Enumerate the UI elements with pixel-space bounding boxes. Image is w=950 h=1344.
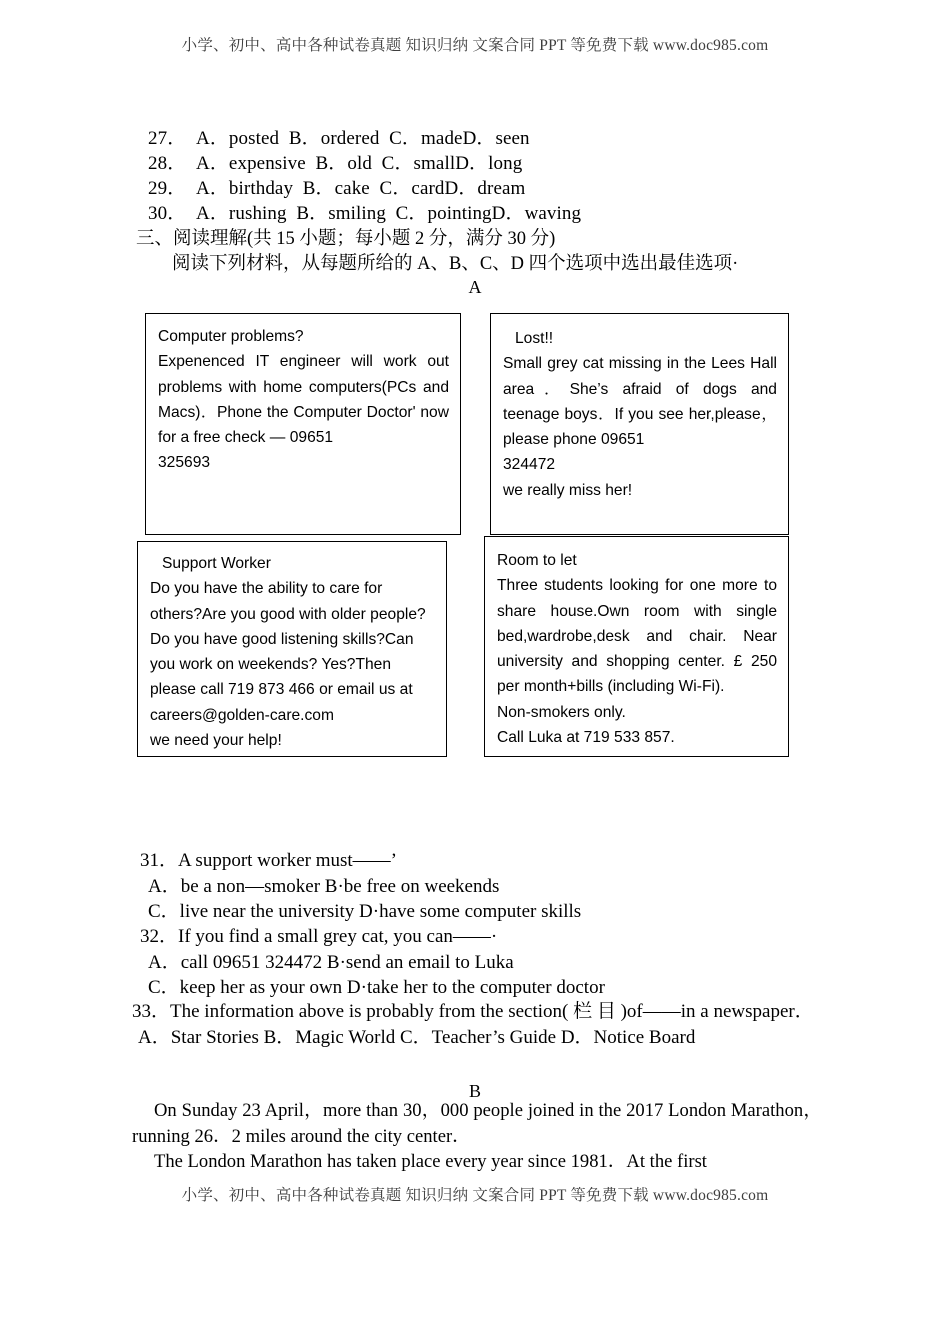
- advert-computer-body: Expenenced IT engineer will work out problems with home computers(PCs and Macs)．Phone the Computer Doctor' now for a free check — 09651: [158, 353, 449, 447]
- question-31: [140, 848, 870, 925]
- advert-lost-closing: we really miss her!: [503, 481, 633, 499]
- cloze-options-list: [148, 126, 848, 226]
- question-32-options-ab[interactable]: A．call 09651 324472 B·send an email to Luka: [148, 951, 514, 973]
- advert-room-contact: Call Luka at 719 533 857.: [497, 729, 675, 747]
- advert-lost-title: Lost!!: [515, 330, 554, 347]
- advert-room-body: Three students looking for one more to share house.Own room with single bed,wardrobe,desk and chair. Near university and shopping center. £ 250 per month+bills (including Wi-Fi).: [497, 577, 777, 696]
- cloze-choice-a[interactable]: A．birthday: [196, 178, 294, 199]
- advert-lost-phone: 324472: [503, 456, 556, 474]
- question-33: [132, 999, 832, 1050]
- advert-support-title: Support Worker: [162, 555, 271, 572]
- question-31-options-cd[interactable]: C．live near the university D·have some computer skills: [148, 901, 582, 922]
- question-32-stem: 32．If you find a small grey cat, you can——·: [140, 926, 498, 947]
- advert-computer-problems: [145, 313, 461, 535]
- question-33-stem: 33．The information above is probably from the section( 栏 目 )of——in a newspaper．: [132, 1001, 814, 1022]
- cloze-choice-b[interactable]: B．ordered: [288, 128, 380, 149]
- passage-b-text: [132, 1098, 822, 1175]
- cloze-choice-a[interactable]: A．posted: [196, 128, 280, 149]
- cloze-choice-c[interactable]: C．card: [379, 178, 445, 199]
- question-33-options[interactable]: A．Star Stories B．Magic World C．Teacher’s Guide D．Notice Board: [138, 1026, 696, 1048]
- advert-lost-cat: [490, 313, 789, 535]
- advert-lost-body: Small grey cat missing in the Lees Hall area．She’s afraid of dogs and teenage boys．If you see her,please，please phone 09651: [503, 355, 777, 449]
- cloze-choice-a[interactable]: A．expensive: [196, 153, 306, 174]
- advert-support-worker: [137, 541, 447, 757]
- watermark-footer: 小学、初中、高中各种试卷真题 知识归纳 文案合同 PPT 等免费下载 www.doc985.com: [181, 1187, 769, 1204]
- advert-room-smoking: Non-smokers only.: [497, 703, 626, 721]
- cloze-choice-a[interactable]: A．rushing: [196, 203, 287, 224]
- cloze-choice-d[interactable]: D．long: [455, 153, 523, 174]
- cloze-choice-b[interactable]: B．cake: [302, 178, 370, 199]
- cloze-choice-c[interactable]: C．small: [381, 153, 456, 174]
- cloze-choice-b[interactable]: B．old: [315, 153, 372, 174]
- cloze-number: 30．: [148, 203, 187, 224]
- question-32-options-cd[interactable]: C．keep her as your own D·take her to the computer doctor: [148, 977, 605, 998]
- passage-label-a: A: [468, 277, 482, 297]
- passage-label-b: B: [468, 1081, 481, 1101]
- cloze-choice-c[interactable]: C．made: [389, 128, 463, 149]
- cloze-choice-d[interactable]: D．seen: [462, 128, 530, 149]
- advert-computer-phone: 325693: [158, 454, 211, 472]
- advert-room-title: Room to let: [497, 552, 577, 569]
- question-32: [140, 924, 870, 1001]
- cloze-number: 28．: [148, 153, 187, 174]
- cloze-number: 29．: [148, 178, 187, 199]
- cloze-option-row: [148, 201, 848, 226]
- cloze-number: 27．: [148, 128, 187, 149]
- cloze-choice-c[interactable]: C．pointing: [395, 203, 492, 224]
- section-instructions: 阅读下列材料，从每题所给的 A、B、C、D 四个选项中选出最佳选项·: [172, 254, 739, 274]
- cloze-option-row: [148, 151, 848, 176]
- advert-computer-title: Computer problems?: [158, 328, 304, 345]
- question-31-options-ab[interactable]: A．be a non—smoker B·be free on weekends: [148, 875, 500, 897]
- cloze-option-row: [148, 176, 848, 201]
- passage-b-paragraph-1: On Sunday 23 April，more than 30，000 people joined in the 2017 London Marathon，running 26．2 miles around the city center．: [132, 1100, 822, 1147]
- cloze-option-row: [148, 126, 848, 151]
- passage-b-paragraph-2: The London Marathon has taken place every year since 1981．At the first: [154, 1151, 707, 1172]
- cloze-choice-d[interactable]: D．dream: [444, 178, 526, 199]
- question-31-stem: 31．A support worker must——’: [140, 850, 398, 871]
- cloze-choice-d[interactable]: D．waving: [491, 203, 582, 224]
- advert-room-to-let: [484, 536, 789, 757]
- advert-support-body: Do you have the ability to care for others?Are you good with older people? Do you have good listening skills?Can you work on weekends? Yes?Then please call 719 873 466 or email us at careers@golden-care.com: [150, 580, 426, 724]
- section-heading-reading: 三、阅读理解(共 15 小题；每小题 2 分，满分 30 分): [136, 229, 556, 249]
- advert-support-closing: we need your help!: [150, 732, 282, 750]
- watermark-header: 小学、初中、高中各种试卷真题 知识归纳 文案合同 PPT 等免费下载 www.doc985.com: [181, 37, 769, 54]
- cloze-choice-b[interactable]: B．smiling: [296, 203, 386, 224]
